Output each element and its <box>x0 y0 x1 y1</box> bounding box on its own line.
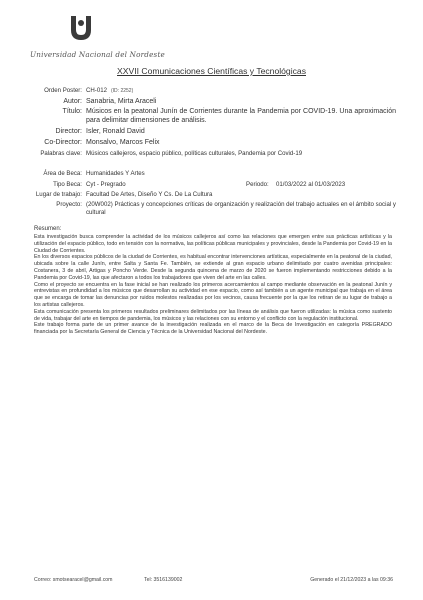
resumen-label: Resumen: <box>34 226 62 232</box>
university-emblem-icon <box>68 14 94 42</box>
orden-value: CH-012 <box>86 87 107 94</box>
palabras-label: Palabras clave: <box>40 150 82 157</box>
director-value: Isler, Ronald David <box>86 128 145 135</box>
area-value: Humanidades Y Artes <box>86 170 145 177</box>
resumen-paragraph-4: Esta comunicación presenta los primeros resultados preliminares delimitados por las líneas de análisis que fueron utilizadas: la música como sustento de vida, trabajar del arte en tiempos de pandemia, los músicos y las relaciones con su entorno y el conflicto con la regulación institucional. <box>34 308 392 322</box>
autor-value: Sanabria, Mirta Araceli <box>86 98 157 105</box>
orden-id: (ID: 2252) <box>111 88 134 94</box>
lugar-value: Facultad De Artes, Diseño Y Cs. De La Cultura <box>86 191 213 198</box>
footer-generated: Generado el 21/12/2023 a las 09:36 <box>310 577 393 583</box>
proyecto-label: Proyecto: <box>56 201 82 208</box>
palabras-value: Músicos callejeros, espacio público, políticas culturales, Pandemia por Covid-19 <box>86 150 303 157</box>
area-label: Área de Beca: <box>43 170 82 177</box>
resumen-paragraph-3: Como el proyecto se encuentra en la fase inicial se han realizado los primeros acercamientos al campo mediante observación en la peatonal Junín y entrevistas en profundidad a los músicos que desarrollan su actividad en ese espacio, como así también a un agente municipal que trabaja en el área que se encarga de tomar las denuncias por ruidos molestos realizadas por los vecinos, causa frecuente por la que los retiran de su lugar de trabajo a los artistas callejeros. <box>34 281 392 308</box>
director-label: Director: <box>55 128 82 135</box>
titulo-label: Título: <box>62 108 82 115</box>
periodo-value: 01/03/2022 al 01/03/2023 <box>276 181 346 188</box>
proyecto-value: (20W002) Prácticas y concepciones críticas de organización y realización del trabajo actuales en el ámbito social y cultural <box>86 201 396 216</box>
tipo-label: Tipo Beca: <box>53 181 82 188</box>
footer-tel: Tel: 3516139002 <box>144 577 183 583</box>
periodo-label: Periodo: <box>246 181 269 188</box>
footer-email: Correo: smotsearacel@gmail.com <box>34 577 113 583</box>
page-title: XXVII Comunicaciones Científicas y Tecnológicas <box>117 66 306 76</box>
resumen-body <box>34 234 392 336</box>
codirector-label: Co-Director: <box>44 139 82 146</box>
resumen-paragraph-1: Esta investigación busca comprender la actividad de los músicos callejeros así como las relaciones que emergen entre sus prácticas artísticas y la utilización del espacio público, todo en tensión con la normativa, las políticas públicas municipales y provinciales, desde la Pandemia por Covid-19 en la Ciudad de Corrientes. <box>34 234 392 254</box>
autor-label: Autor: <box>63 98 82 105</box>
resumen-paragraph-5: Este trabajo forma parte de un primer avance de la investigación realizada en el marco de la Beca de Investigación en categoría PREGRADO financiada por la Secretaría General de Ciencia y Técnica de la Universidad Nacional del Nordeste. <box>34 322 392 336</box>
resumen-paragraph-2: En los diversos espacios públicos de la ciudad de Corrientes, es habitual encontrar intervenciones artísticas, especialmente en la peatonal de la ciudad, ubicada sobre la calle Junín, entre Salta y Santa Fe. También, se extiende al gran espacio urbano delimitado por cuatro avenidas principales: Costanera, 3 de abril, Artigas y Poncho Verde. Desde la segunda quincena de marzo de 2020 se fueron implementando restricciones debido a la Pandemia por Covid-19, las que afectaron a todos los trabajadores que viven del arte en las calles. <box>34 254 392 281</box>
lugar-label: Lugar de trabajo: <box>35 191 82 198</box>
titulo-value: Músicos en la peatonal Junín de Corrientes durante la Pandemia por COVID-19. Una aproximación para delimitar dimensiones de análisis. <box>86 108 396 124</box>
orden-label: Orden Poster: <box>44 87 82 94</box>
tipo-value: Cyt - Pregrado <box>86 181 126 188</box>
codirector-value: Monsalvo, Marcos Felix <box>86 139 160 146</box>
university-name: Universidad Nacional del Nordeste <box>30 50 165 59</box>
